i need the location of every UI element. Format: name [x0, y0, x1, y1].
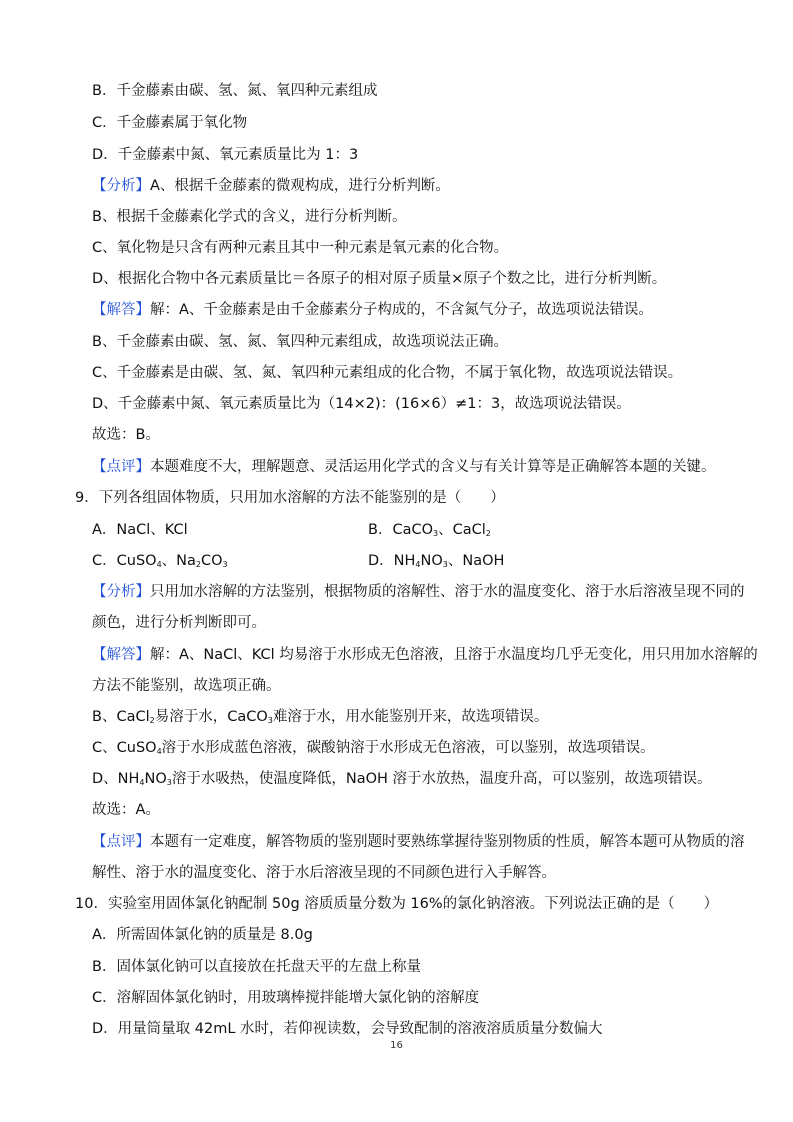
q9-option-c: C．CuSO$_4$、$Na_2CO_3$ — [92, 553, 228, 569]
q9-option-d: D．$NH_4NO_3$、NaOH — [368, 553, 505, 569]
q9-answer-a1 — [92, 645, 758, 665]
q9-stem: 9．下列各组固体物质，只用加水溶解的方法不能鉴别的是（ ） — [75, 490, 505, 506]
q8-analysis-a — [92, 176, 450, 196]
q9-analysis-2: 颜色，进行分析判断即可。 — [92, 615, 266, 631]
comment-tag: 【点评】 — [92, 834, 150, 850]
q9-answer-d: D、$NH_4NO_3$溶于水吸热，使温度降低，NaOH 溶于水放热，温度升高，可以鉴别，故选项错误。 — [92, 771, 712, 787]
q10-stem: 10．实验室用固体氯化钠配制 50g 溶质质量分数为 16%的氯化钠溶液。下列说法正确的是（ ） — [75, 896, 719, 912]
q8-analysis-c: C、氧化物是只含有两种元素且其中一种元素是氧元素的化合物。 — [92, 240, 509, 256]
q8-choice: 故选：B。 — [92, 427, 160, 443]
q10-option-b: B．固体氯化钠可以直接放在托盘天平的左盘上称量 — [92, 959, 421, 975]
analysis-text: 只用加水溶解的方法鉴别，根据物质的溶解性、溶于水的温度变化、溶于水后溶液呈现不同的 — [150, 584, 745, 600]
analysis-tag: 【分析】 — [92, 584, 150, 600]
q9-choice: 故选：A。 — [92, 802, 160, 818]
q8-option-b: B．千金藤素由碳、氢、氮、氧四种元素组成 — [92, 83, 378, 99]
q8-answer-c: C、千金藤素是由碳、氢、氮、氧四种元素组成的化合物，不属于氧化物，故选项说法错误。 — [92, 365, 683, 381]
q9-analysis-1 — [92, 582, 745, 602]
page-number: 16 — [390, 1040, 403, 1051]
q8-answer-b: B、千金藤素由碳、氢、氮、氧四种元素组成，故选项说法正确。 — [92, 334, 508, 350]
q9-comment-1 — [92, 832, 745, 852]
q8-answer-d: D、千金藤素中氮、氧元素质量比为（14×2)：(16×6）≠1：3，故选项说法错误。 — [92, 396, 631, 412]
q9-comment-2: 解性、溶于水的温度变化、溶于水后溶液呈现的不同颜色进行入手解答。 — [92, 865, 556, 881]
analysis-text: A、根据千金藤素的微观构成，进行分析判断。 — [150, 178, 450, 194]
q9-answer-b: B、CaCl$_2$易溶于水，CaCO$_3$难溶于水，用水能鉴别开来，故选项错误。 — [92, 709, 549, 725]
q8-option-c: C．千金藤素属于氧化物 — [92, 115, 248, 131]
q9-option-a: A．NaCl、KCl — [92, 522, 188, 538]
q10-option-a: A．所需固体氯化钠的质量是 8.0g — [92, 927, 313, 943]
q8-analysis-d: D、根据化合物中各元素质量比＝各原子的相对原子质量×原子个数之比，进行分析判断。 — [92, 271, 667, 287]
q10-option-d: D．用量筒量取 42mL 水时，若仰视读数，会导致配制的溶液溶质质量分数偏大 — [92, 1021, 603, 1037]
analysis-tag: 【分析】 — [92, 178, 150, 194]
answer-text: 解：A、千金藤素是由千金藤素分子构成的，不含氮气分子，故选项说法错误。 — [150, 302, 653, 318]
answer-tag: 【解答】 — [92, 647, 150, 663]
answer-tag: 【解答】 — [92, 302, 150, 318]
q8-comment — [92, 457, 716, 477]
q9-answer-c: C、CuSO$_4$溶于水形成蓝色溶液，碳酸钠溶于水形成无色溶液，可以鉴别，故选项错误。 — [92, 740, 655, 756]
q9-option-b: B．CaCO$_3$、CaCl$_2$ — [368, 522, 491, 538]
q10-option-c: C．溶解固体氯化钠时，用玻璃棒搅拌能增大氯化钠的溶解度 — [92, 990, 480, 1006]
q9-answer-a2: 方法不能鉴别，故选项正确。 — [92, 678, 281, 694]
comment-text: 本题有一定难度，解答物质的鉴别题时要熟练掌握待鉴别物质的性质，解答本题可从物质的溶 — [150, 834, 745, 850]
comment-text: 本题难度不大，理解题意、灵活运用化学式的含义与有关计算等是正确解答本题的关键。 — [150, 459, 716, 475]
answer-text: 解：A、NaCl、KCl 均易溶于水形成无色溶液，且溶于水温度均几乎无变化，用只用加水溶解的 — [150, 647, 758, 663]
q8-option-d: D．千金藤素中氮、氧元素质量比为 1：3 — [92, 147, 359, 163]
comment-tag: 【点评】 — [92, 459, 150, 475]
q8-analysis-b: B、根据千金藤素化学式的含义，进行分析判断。 — [92, 209, 407, 225]
q8-answer-a — [92, 300, 653, 320]
